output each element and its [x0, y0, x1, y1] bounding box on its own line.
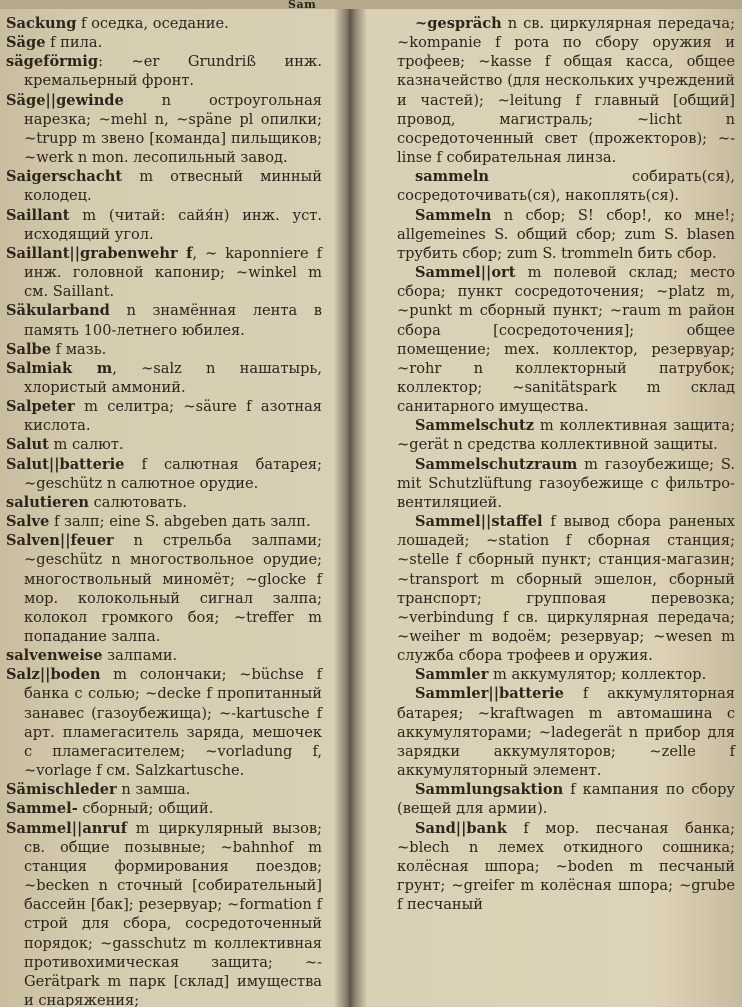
dictionary-entry: salutieren салютовать. [6, 493, 187, 511]
headword: Saillant||grabenwehr f [6, 244, 193, 262]
dictionary-entry: Salve f залп; eine S. abgeben дать залп. [6, 513, 311, 531]
dictionary-entry: Sammel||anruf m циркулярный вызов; св. общие позывные; ~bahnhof m станция формирования поездов; ~becken n сточный [собирательный] бассейн [бак]; резервуар; ~formation f строй для сбора, сосредоточенный порядок; ~gasschutz m коллективная противохимическая защита; ~-Gerätpark m парк [склад] имущества и снаряжения; [6, 819, 322, 1007]
headword: sammeln [415, 168, 489, 186]
running-head: Sam [288, 0, 317, 11]
dictionary-entry: Sammelschutz m коллективная защита; ~gerät n средства коллективной защиты. [397, 417, 735, 454]
dictionary-entry: ~gespräch n св. циркулярная передача; ~kompanie f рота по сбору оружия и трофеев; ~kasse f общая касса, общее казначейство (для нескольких учреждений и частей); ~leitung f главный [общий] провод, магистраль; ~licht n сосредоточенный свет (прожекторов); ~-linse f собирательная линза. [397, 15, 735, 167]
dictionary-entry: Säge f пила. [6, 34, 103, 52]
dictionary-entry: Säge||gewinde n остроугольная нарезка; ~mehl n, ~späne pl опилки; ~trupp m звено [команда] пильщиков; ~werk n mon. лесопильный завод. [6, 91, 322, 167]
headword: Sammler [415, 666, 489, 684]
headword: Salut||batterie [6, 455, 125, 473]
headword: Sand||bank [415, 819, 507, 837]
dictionary-entry: Salpeter m селитра; ~säure f азотная кислота. [6, 398, 322, 435]
headword: Salpeter [6, 398, 75, 416]
headword: Saigerschacht [6, 168, 123, 186]
headword: Salut [6, 436, 49, 454]
dictionary-entry: Salven||feuer n стрельба залпами; ~geschütz n многоствольное орудие; многоствольный миномёт; ~glocke f мор. колокольный сигнал залпа; колокол громкого боя; ~treffer m попадание залпа. [6, 532, 322, 645]
dictionary-entry: Sackung f оседка, оседание. [6, 15, 229, 32]
dictionary-entry: sägeförmig: ~er Grundriß инж. кремальерный фронт. [6, 53, 322, 90]
dictionary-entry: Sammel- сборный; общий. [6, 800, 214, 818]
dictionary-entry: Salbe f мазь. [6, 340, 107, 358]
headword: Sammel||anruf [6, 819, 127, 837]
headword: Salmiak m [6, 359, 113, 377]
headword: Säge [6, 34, 46, 52]
dictionary-entry: Saillant m (читай: сайя́н) инж. уст. исходящий угол. [6, 206, 322, 243]
headword: Sammeln [415, 206, 492, 224]
dictionary-entry: Sammlungsaktion f кампания по сбору (вещей для армии). [397, 781, 735, 818]
dictionary-entry: Sammler m аккумулятор; коллектор. [415, 666, 707, 684]
headword: Säkularband [6, 302, 110, 320]
dictionary-entry: Salmiak m, ~salz n нашатырь, хлористый аммоний. [6, 359, 322, 396]
dictionary-entry: Salut m салют. [6, 436, 124, 454]
headword: Sämischleder [6, 781, 117, 799]
dictionary-entry: Salz||boden m солончаки; ~büchse f банка с солью; ~decke f пропитанный занавес (газоубежища); ~-kartusche f арт. пламегаситель заряда, мешочек с пламегасителем; ~vorladung f, ~vorlage f см. Salzkartusche. [6, 666, 322, 780]
headword: Salz||boden [6, 666, 101, 684]
dictionary-entry: Sand||bank f мор. песчаная банка; ~blech n лемех откидного сошника; колёсная шпора; ~boden m песчаный грунт; ~greifer m колёсная шпора; ~grube f песчаный [397, 819, 735, 914]
headword: Sammelschutzraum [415, 455, 578, 473]
top-page-edge [0, 0, 742, 9]
headword: Sammel||staffel [415, 513, 543, 531]
headword: Sammler||batterie [415, 685, 564, 703]
headword: Sammel- [6, 800, 78, 818]
headword: Salbe [6, 340, 52, 358]
headword: Sammelschutz [415, 417, 535, 435]
headword: Salven||feuer [6, 532, 114, 550]
headword: sägeförmig [6, 53, 99, 71]
dictionary-entry: Sämischleder n замша. [6, 781, 191, 799]
headword: Saillant [6, 206, 70, 224]
dictionary-entry: Saillant||grabenwehr f, ~ kaponniere f инж. головной капонир; ~winkel m см. Saillant. [6, 244, 322, 301]
headword: Sammel||ort [415, 264, 516, 282]
headword: ~gespräch [415, 15, 502, 32]
dictionary-entry: Sammelschutzraum m газоубежище; S. mit Schutzlüftung газоубежище с фильтро-вентиляцией. [397, 455, 735, 511]
dictionary-entry: Sammler||batterie f аккумуляторная батарея; ~kraftwagen m автомашина с аккумуляторами; ~ladegerät n прибор для зарядки аккумуляторов; ~zelle f аккумуляторный элемент. [397, 685, 735, 780]
dictionary-entry: Sammel||ort m полевой склад; место сбора; пункт сосредоточения; ~platz m, ~punkt m сборный пункт; ~raum m район сбора [сосредоточения]; общее помещение; mex. коллектор, резервуар; ~rohr n коллекторный патрубок; коллектор; ~sanitätspark m склад санитарного имущества. [397, 264, 735, 416]
dictionary-entry: Salut||batterie f салютная батарея; ~geschütz n салютное орудие. [6, 455, 322, 492]
headword: Sackung [6, 15, 77, 32]
headword: Säge||gewinde [6, 91, 124, 109]
dictionary-entry: Saigerschacht m отвесный минный колодец. [6, 168, 322, 205]
headword: salvenweise [6, 647, 103, 665]
right-column [397, 14, 735, 914]
dictionary-entry: Sammeln n сбор; S! сбор!, ко мне!; allgemeines S. общий сбор; zum S. blasen трубить сбор; zum S. trommeln бить сбор. [397, 206, 735, 262]
left-column [6, 14, 322, 1007]
dictionary-entry: Säkularband n знамённая лента в память 100-летнего юбилея. [6, 302, 322, 339]
dictionary-entry: Sammel||staffel f вывод сбора раненых лошадей; ~station f сборная станция; ~stelle f сборный пункт; станция-магазин; ~transport m сборный эшелон, сборный транспорт; групповая перевозка; ~verbindung f св. циркулярная передача; ~weiher m водоём; резервуар; ~wesen m служба сбора трофеев и оружия. [397, 513, 735, 665]
dictionary-entry: salvenweise залпами. [6, 647, 178, 665]
headword: Sammlungsaktion [415, 781, 564, 799]
headword: Salve [6, 513, 50, 531]
dictionary-entry: sammeln собирать(ся), сосредоточивать(ся), накоплять(ся). [397, 168, 735, 205]
headword: salutieren [6, 493, 89, 511]
